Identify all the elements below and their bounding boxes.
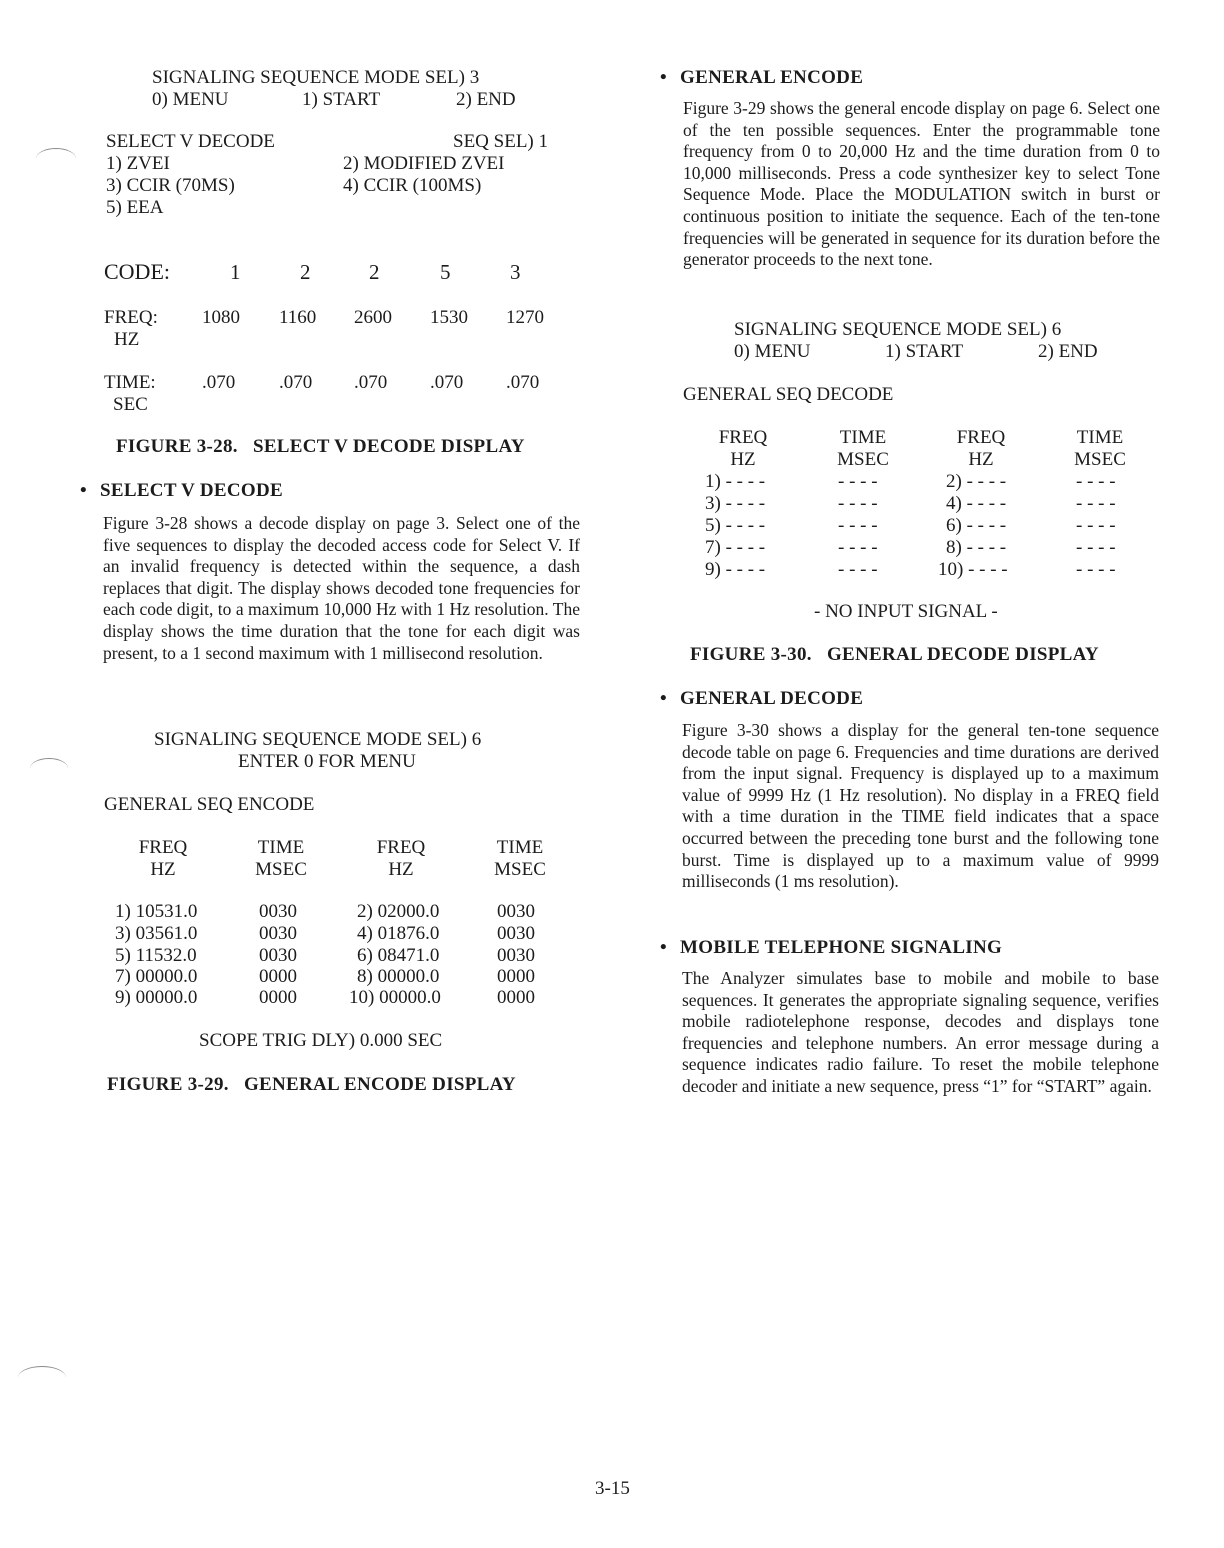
table-cell: 6) 08471.0 [357,945,440,966]
column-header: FREQ HZ [718,427,768,470]
table-cell: 0000 [497,966,535,987]
table-cell: 3) 03561.0 [115,923,198,944]
table-cell: 5) 11532.0 [115,945,197,966]
option-item: 2) MODIFIED ZVEI [343,153,505,174]
column-header: TIME MSEC [837,427,889,470]
code-digit: 2 [369,260,380,284]
code-label: CODE: [104,259,170,284]
freq-label: FREQ: [104,307,158,328]
menu-option: 0) MENU [734,341,811,362]
table-cell: 0030 [497,901,535,922]
table-cell: 0030 [259,923,297,944]
code-digit: 1 [230,260,241,284]
table-cell: - - - - [1076,559,1116,580]
freq-value: 1160 [279,307,317,328]
table-cell: 7) - - - - [705,537,766,558]
section-heading-text: MOBILE TELEPHONE SIGNALING [680,937,1003,958]
scan-mark [18,1366,66,1389]
time-value: .070 [430,372,464,393]
section-heading-text: GENERAL ENCODE [680,67,864,88]
section-paragraph: Figure 3-30 shows a display for the general ten-tone sequence decode table on page 6. Frequencies and time durations are derived from the input signal. Frequency is displayed up to a maximum value of 9999 Hz (1 Hz resolution). No display in a FREQ field with a time duration in the TIME field indicates that a space occurred between the preceding tone burst and the following tone burst. Time is displayed up to a maximum value of 9999 milliseconds (1 ms resolution). [682,720,1159,892]
bullet-icon: • [660,688,667,709]
freq-value: 2600 [354,307,392,328]
screen-header: SIGNALING SEQUENCE MODE SEL) 6 [154,729,482,750]
option-item: 1) ZVEI [106,153,170,174]
end-option: 2) END [456,89,516,110]
table-cell: 1) - - - - [705,471,766,492]
seq-sel: SEQ SEL) 1 [453,131,548,152]
start-option: 1) START [885,341,964,362]
table-cell: 2) - - - - [946,471,1007,492]
table-cell: 2) 02000.0 [357,901,440,922]
section-heading [660,937,1002,959]
scan-mark [36,148,76,169]
table-cell: 0000 [259,966,297,987]
table-cell: 3) - - - - [705,493,766,514]
table-cell: 0030 [497,923,535,944]
table-cell: - - - - [838,493,878,514]
code-digit: 2 [300,260,311,284]
table-cell: 7) 00000.0 [115,966,198,987]
bullet-icon: • [660,67,667,88]
select-v-decode-label: SELECT V DECODE [106,131,275,152]
code-digit: 3 [510,260,521,284]
column-header: FREQ HZ [956,427,1006,470]
figure-caption: FIGURE 3-28. SELECT V DECODE DISPLAY [116,436,525,457]
column-header: FREQ HZ [376,837,426,880]
screen-header: SIGNALING SEQUENCE MODE SEL) 6 [734,319,1062,340]
section-heading [80,480,283,502]
table-cell: 0030 [259,945,297,966]
freq-value: 1530 [430,307,468,328]
start-option: 1) START [302,89,381,110]
table-cell: 10) - - - - [938,559,1008,580]
screen-title: GENERAL SEQ ENCODE [104,794,315,815]
time-value: .070 [506,372,540,393]
table-cell: 5) - - - - [705,515,766,536]
table-cell: 9) - - - - [705,559,766,580]
option-item: 4) CCIR (100MS) [343,175,482,196]
table-cell: 10) 00000.0 [349,987,441,1008]
table-cell: 8) 00000.0 [357,966,440,987]
input-status: - NO INPUT SIGNAL - [814,601,998,622]
time-value: .070 [202,372,236,393]
scope-trig-delay: SCOPE TRIG DLY) 0.000 SEC [199,1030,443,1051]
table-cell: - - - - [1076,537,1116,558]
section-heading [660,688,863,710]
section-heading-text: SELECT V DECODE [100,480,283,501]
screen-subheader: ENTER 0 FOR MENU [238,751,416,772]
section-paragraph: Figure 3-29 shows the general encode display on page 6. Select one of the ten possible sequences. Enter the programmable tone frequency from 0 to 20,000 Hz and the time duration from 0 to 10,000 milliseconds. Press a code synthesizer key to select Tone Sequence Mode. Place the MODULATION switch in burst or continuous position to initiate the sequence. Each of the ten-tone frequencies will be generated in sequence for its duration before the generator proceeds to the next tone. [683,98,1160,270]
option-item: 3) CCIR (70MS) [106,175,235,196]
column-header: TIME MSEC [494,837,546,880]
table-cell: 0000 [259,987,297,1008]
section-heading [660,67,863,89]
table-cell: 0030 [259,901,297,922]
table-cell: - - - - [838,559,878,580]
freq-value: 1270 [506,307,544,328]
time-value: .070 [354,372,388,393]
table-cell: - - - - [1076,515,1116,536]
scan-mark [30,758,68,779]
figure-caption: FIGURE 3-30. GENERAL DECODE DISPLAY [690,644,1099,665]
column-header: TIME MSEC [1074,427,1126,470]
table-cell: 8) - - - - [946,537,1007,558]
table-cell: 9) 00000.0 [115,987,198,1008]
table-cell: - - - - [1076,471,1116,492]
section-paragraph: The Analyzer simulates base to mobile and mobile to base sequences. It generates the appropriate signaling sequence, verifies mobile radiotelephone response, decodes and displays tone frequencies and telephone numbers. An error message during a sequence indicates radio failure. To reset the mobile telephone decoder and initiate a new sequence, press “1” for “START” again. [682,968,1159,1096]
time-unit: SEC [113,394,148,415]
time-label: TIME: [104,372,156,393]
table-cell: 0030 [497,945,535,966]
column-header: TIME MSEC [255,837,307,880]
screen-title: GENERAL SEQ DECODE [683,384,894,405]
column-header: FREQ HZ [138,837,188,880]
time-value: .070 [279,372,313,393]
freq-value: 1080 [202,307,240,328]
section-heading-text: GENERAL DECODE [680,688,864,709]
table-cell: - - - - [838,537,878,558]
code-digit: 5 [440,260,451,284]
end-option: 2) END [1038,341,1098,362]
table-cell: 6) - - - - [946,515,1007,536]
screen-header: SIGNALING SEQUENCE MODE SEL) 3 [152,67,480,88]
bullet-icon: • [80,480,87,501]
option-item: 5) EEA [106,197,164,218]
table-cell: 1) 10531.0 [115,901,198,922]
menu-option: 0) MENU [152,89,229,110]
section-paragraph: Figure 3-28 shows a decode display on page 3. Select one of the five sequences to display the decoded access code for Select V. If an invalid frequency is detected within the sequence, a dash replaces that digit. The display shows decoded tone frequencies for each code digit, to a maximum 10,000 Hz with 1 Hz resolution. The display shows the time duration that the tone for each digit was present, to a 1 second maximum with 1 millisecond resolution. [103,513,580,663]
figure-caption: FIGURE 3-29. GENERAL ENCODE DISPLAY [107,1074,516,1095]
page-number: 3-15 [595,1478,630,1499]
table-cell: 4) 01876.0 [357,923,440,944]
freq-unit: HZ [114,329,140,350]
table-cell: - - - - [838,515,878,536]
bullet-icon: • [660,937,667,958]
table-cell: 4) - - - - [946,493,1007,514]
table-cell: 0000 [497,987,535,1008]
table-cell: - - - - [1076,493,1116,514]
table-cell: - - - - [838,471,878,492]
